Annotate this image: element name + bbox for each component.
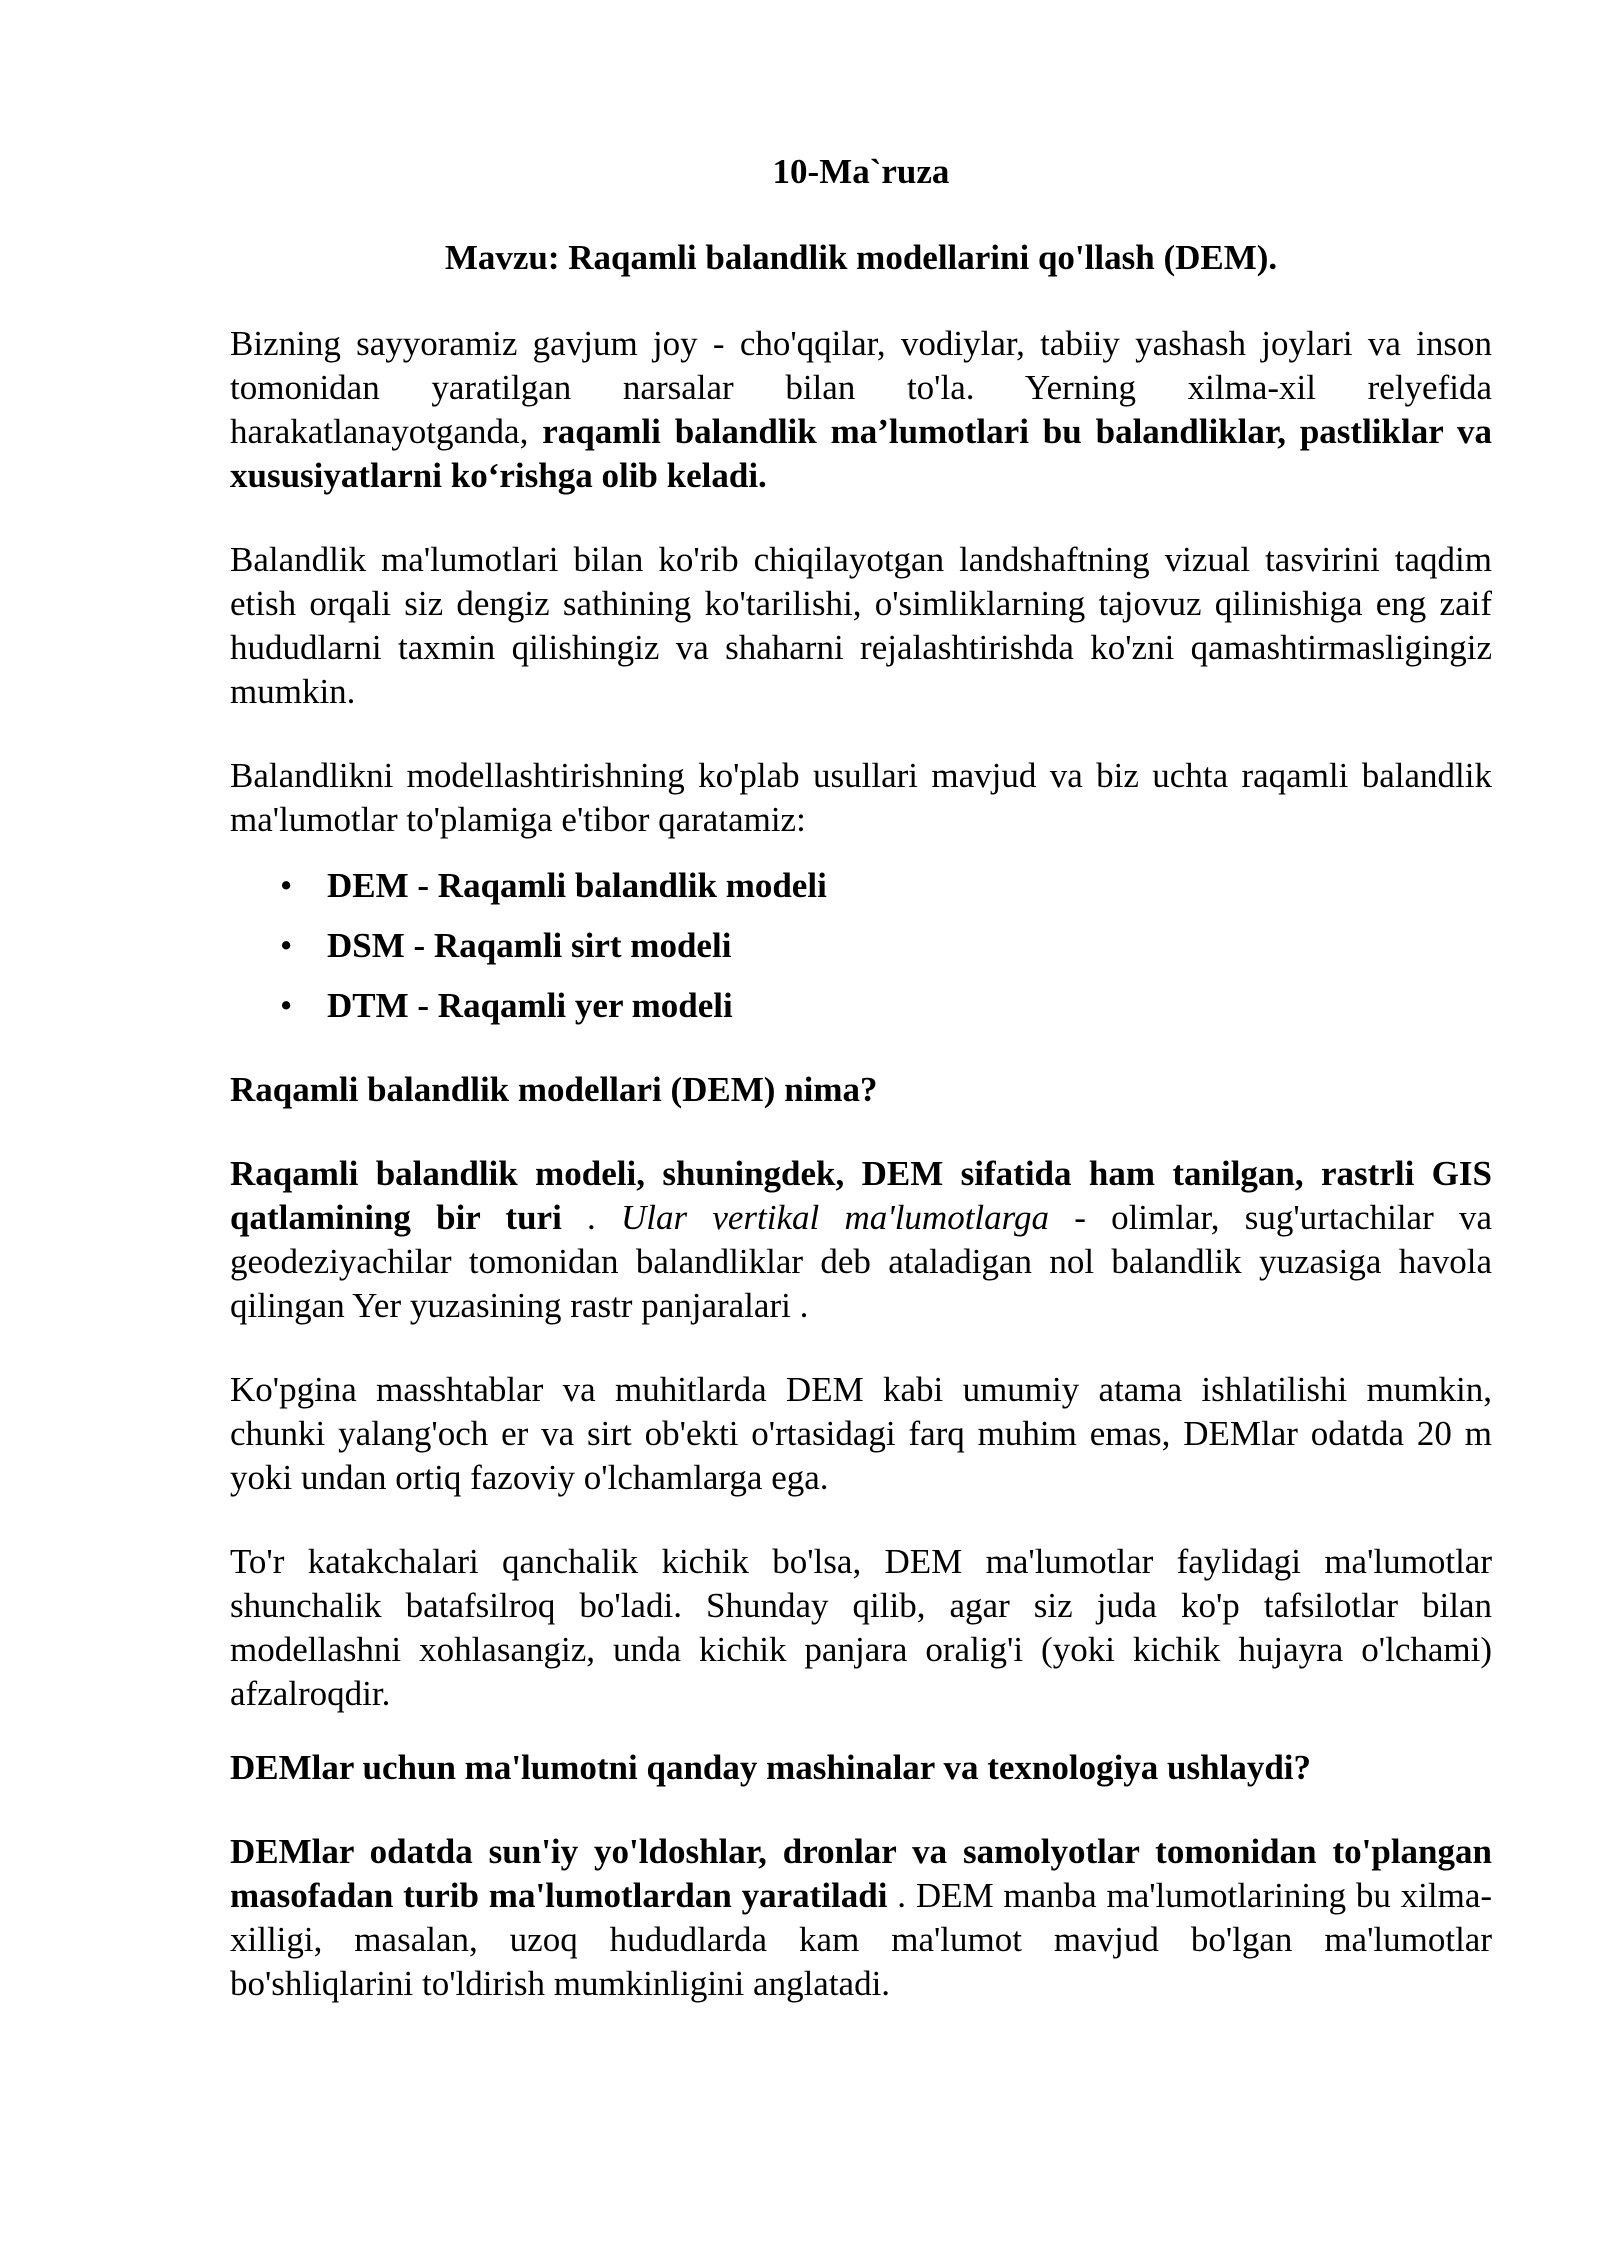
list-item [230, 984, 1492, 1028]
topic-heading: Mavzu: Raqamli balandlik modellarini qo'llash (DEM). [444, 238, 1278, 277]
terms-list [230, 864, 1492, 1028]
term-dem: DEM - Raqamli balandlik modeli [327, 866, 827, 905]
data-sources-bold: DEMlar odatda sun'iy yo'ldoshlar, dronlar va samolyotlar tomonidan to'plangan masofadan turib ma'lumotlardan yaratiladi [230, 1832, 1492, 1915]
bullet-icon: • [280, 926, 293, 965]
paragraph-scales: Ko'pgina masshtablar va muhitlarda DEM kabi umumiy atama ishlatilishi mumkin, chunki yalang'och er va sirt ob'ekti o'rtasidagi farq muhim emas, DEMlar odatda 20 m yoki undan ortiq fazoviy o'lchamlarga ega. [230, 1370, 1492, 1497]
bullet-icon: • [280, 986, 293, 1025]
data-sources-rest: . DEM manba ma'lumotlarining bu xilma-xilligi, masalan, uzoq hududlarda kam ma'lumot mavjud bo'lgan ma'lumotlar bo'shliqlarini to'ldirish mumkinligini anglatadi. [230, 1876, 1493, 2003]
paragraph-grid-cells: To'r katakchalari qanchalik kichik bo'lsa, DEM ma'lumotlar faylidagi ma'lumotlar shunchalik batafsilroq bo'ladi. Shunday qilib, agar siz juda ko'p tafsilotlar bilan modellashni xohlasangiz, unda kichik panjara oralig'i (yoki kichik hujayra o'lchami) afzalroqdir. [230, 1542, 1492, 1713]
paragraph-intro [230, 322, 1492, 498]
paragraph-intro-text: Bizning sayyoramiz gavjum joy - cho'qqilar, vodiylar, tabiiy yashash joylari va inson tomonidan yaratilgan narsalar bilan to'la. Yerning xilma-xil relyefida harakatlanayotganda, [230, 324, 1492, 451]
question-what-is-dem: Raqamli balandlik modellari (DEM) nima? [230, 1070, 878, 1109]
dem-definition-bold: Raqamli balandlik modeli, shuningdek, DEM sifatida ham tanilgan, rastrli GIS qatlamining bir turi [230, 1154, 1492, 1237]
paragraph-data-sources [230, 1830, 1492, 2006]
dem-definition-rest: - olimlar, sug'urtachilar va geodeziyachilar tomonidan balandliklar deb ataladigan nol balandlik yuzasiga havola qilingan Yer yuzasining rastr panjaralari . [230, 1198, 1492, 1325]
lecture-number-heading: 10-Ma`ruza [772, 152, 950, 191]
term-dsm: DSM - Raqamli sirt modeli [327, 926, 732, 965]
paragraph-methods: Balandlikni modellashtirishning ko'plab usullari mavjud va biz uchta raqamli balandlik ma'lumotlar to'plamiga e'tibor qaratamiz: [230, 756, 1492, 839]
dem-definition-sep: . [561, 1198, 621, 1237]
paragraph-intro-bold: raqamli balandlik ma’lumotlari bu balandliklar, pastliklar va xususiyatlarni ko‘rishga olib keladi. [230, 412, 1492, 495]
paragraph-visualization: Balandlik ma'lumotlari bilan ko'rib chiqilayotgan landshaftning vizual tasvirini taqdim etish orqali siz dengiz sathining ko'tarilishi, o'simliklarning tajovuz qilinishiga eng zaif hududlarni taxmin qilishingiz va shaharni rejalashtirishda ko'zni qamashtirmasligingiz mumkin. [230, 540, 1492, 711]
question-data-capture: DEMlar uchun ma'lumotni qanday mashinalar va texnologiya ushlaydi? [230, 1748, 1312, 1787]
document-page [230, 150, 1492, 2046]
list-item [230, 864, 1492, 908]
list-item [230, 924, 1492, 968]
bullet-icon: • [280, 866, 293, 905]
paragraph-dem-definition [230, 1152, 1492, 1328]
term-dtm: DTM - Raqamli yer modeli [327, 986, 733, 1025]
dem-definition-italic: Ular vertikal ma'lumotlarga [620, 1198, 1049, 1237]
